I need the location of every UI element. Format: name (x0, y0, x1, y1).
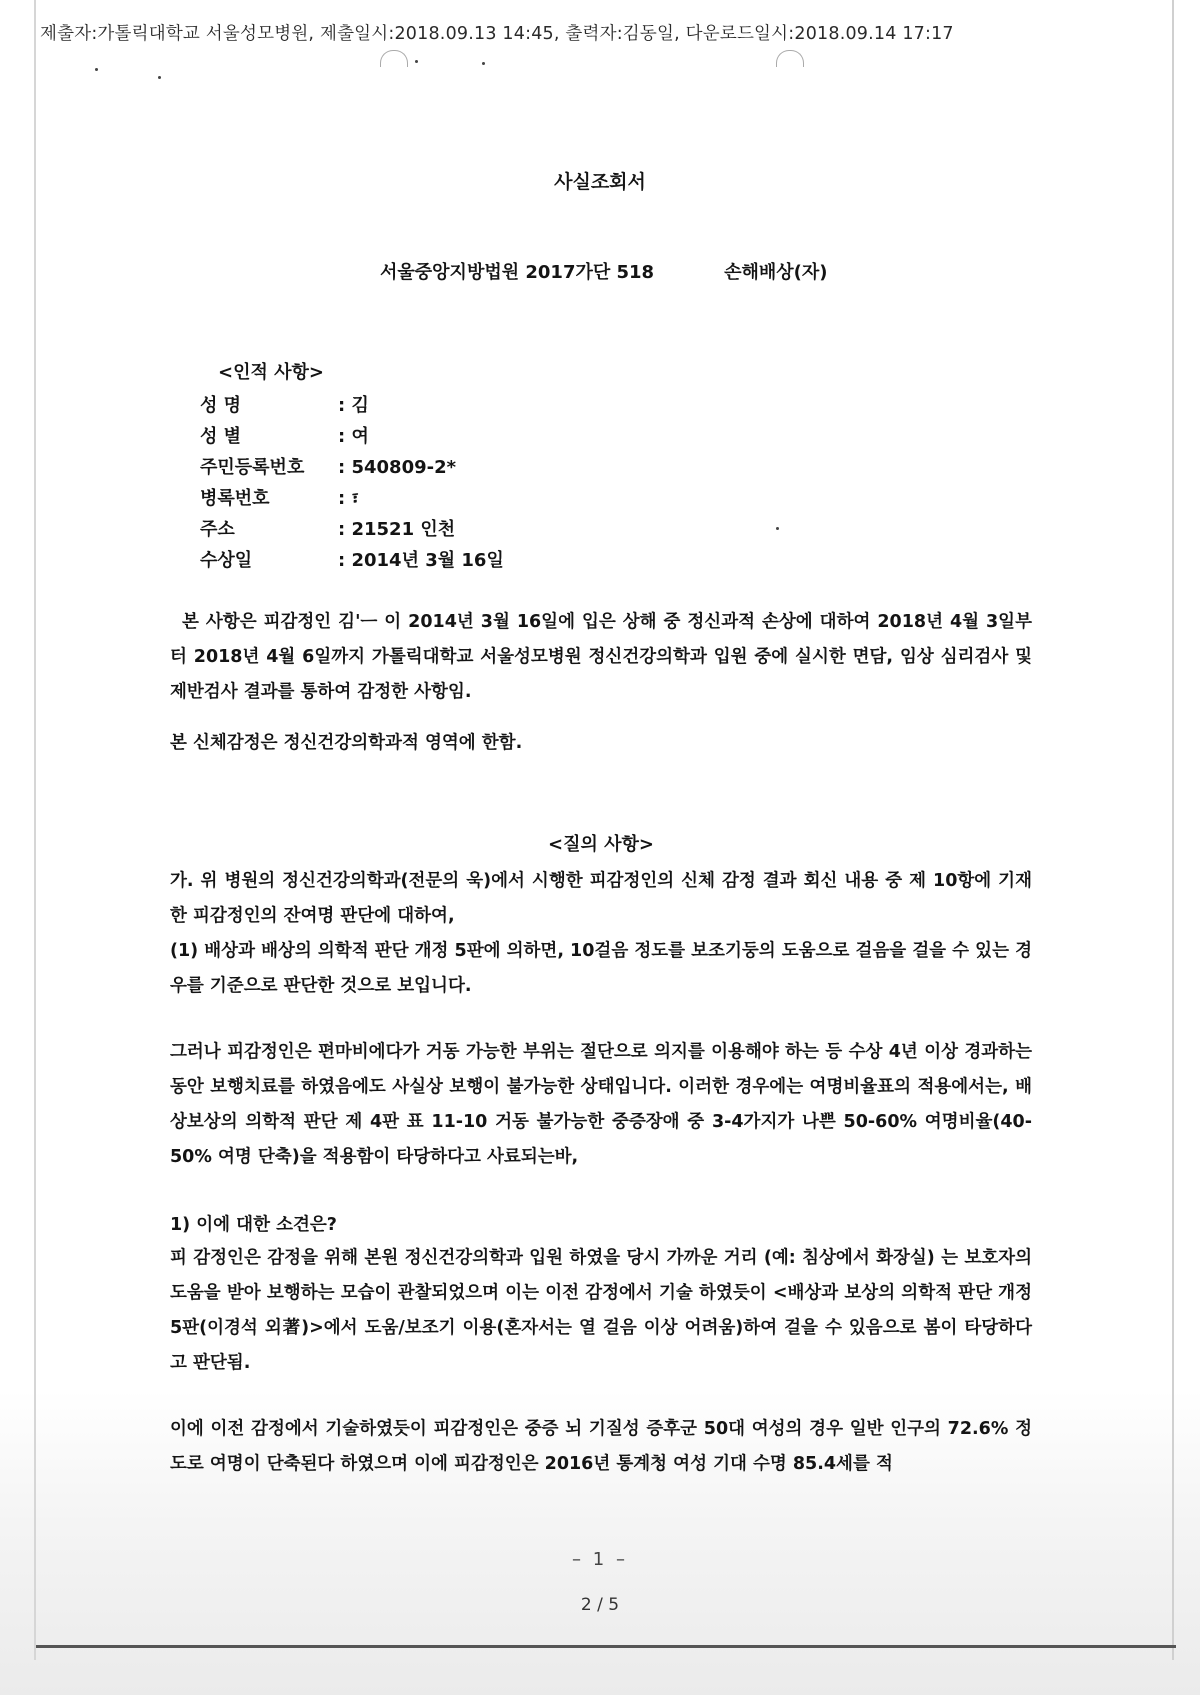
info-label: 성 명 (200, 395, 242, 416)
scan-edge-bottom (36, 1645, 1176, 1648)
question-1: 1) 이에 대한 소견은? (170, 1215, 337, 1235)
punch-hole-mark (776, 50, 804, 67)
case-type: 손해배상(자) (724, 262, 828, 283)
page-number: – 1 – (572, 1549, 628, 1570)
info-row-injury-date (200, 546, 504, 572)
info-value: : 여 (338, 426, 369, 447)
answer-paragraph-1: 피 감정인은 감정을 위해 본원 정신건강의학과 입원 하였을 당시 가까운 거리 (예: 침상에서 화장실) 는 보호자의 도움을 받아 보행하는 모습이 관찰되었으며 이는 이전 감정에서 기술 하였듯이 <배상과 보상의 의학적 판단 개정 5판(이경석 외著)>에서 도움/보조기 이용(혼자서는 열 걸음 이상 어려움)하여 걸을 수 있음으로 봄이 타당하다고 판단됨. (170, 1248, 1032, 1373)
info-value: : ፣ (338, 488, 359, 509)
personal-info-heading: <인적 사항> (218, 362, 324, 383)
scan-speck (95, 68, 98, 71)
info-value: : 540809-2* (338, 457, 457, 478)
inquiry-heading: <질의 사항> (548, 834, 654, 855)
inquiry-item-ga: 가. 위 병원의 정신건강의학과(전문의 욱)에서 시행한 피감정인의 신체 감정 결과 회신 내용 중 제 10항에 기재한 피감정인의 잔여명 판단에 대하여, (170, 871, 1032, 926)
answer-paragraph-2: 이에 이전 감정에서 기술하였듯이 피감정인은 중증 뇌 기질성 증후군 50대 여성의 경우 일반 인구의 72.6% 정도로 여명이 단축된다 하였으며 이에 피감정인은 2016년 통계청 여성 기대 수명 85.4세를 적 (170, 1419, 1032, 1474)
intro-paragraph: 본 사항은 피감정인 김'ᅳ 이 2014년 3월 16일에 입은 상해 중 정신과적 손상에 대하여 2018년 4월 3일부터 2018년 4월 6일까지 가톨릭대학교 서울성모병원 정신건강의학과 입원 중에 실시한 면담, 임상 심리검사 및 제반검사 결과를 통하여 감정한 사항임. (170, 612, 1032, 702)
info-value: : 김 (338, 395, 369, 416)
submission-header: 제출자:가톨릭대학교 서울성모병원, 제출일시:2018.09.13 14:45, 출력자:김동일, 다운로드일시:2018.09.14 17:17 (40, 24, 954, 44)
info-row-record-number (200, 484, 359, 510)
info-row-name (200, 391, 369, 417)
court-case-number: 서울중앙지방법원 2017가단 518 (380, 262, 655, 283)
inquiry-item-1: (1) 배상과 배상의 의학적 판단 개정 5판에 의하면, 10걸음 정도를 보조기둥의 도움으로 걸음을 걸을 수 있는 경우를 기준으로 판단한 것으로 보입니다. (170, 941, 1032, 996)
scope-statement: 본 신체감정은 정신건강의학과적 영역에 한함. (170, 733, 523, 753)
info-row-resident-id (200, 453, 456, 479)
info-row-sex (200, 422, 369, 448)
punch-hole-mark (380, 50, 408, 67)
info-value: : 21521 인천 (338, 519, 456, 540)
info-row-address (200, 515, 455, 541)
scan-speck (776, 527, 779, 530)
info-label: 주소 (200, 519, 235, 540)
scan-speck (415, 60, 418, 63)
info-label: 병록번호 (200, 488, 270, 509)
scan-speck (482, 62, 485, 65)
info-value: : 2014년 3월 16일 (338, 550, 504, 571)
scan-edge-left (34, 0, 36, 1660)
info-label: 성 별 (200, 426, 242, 447)
page-indicator: 2 / 5 (580, 1595, 620, 1615)
inquiry-paragraph: 그러나 피감정인은 편마비에다가 거동 가능한 부위는 절단으로 의지를 이용해야 하는 등 수상 4년 이상 경과하는 동안 보행치료를 하였음에도 사실상 보행이 불가능한 상태입니다. 이러한 경우에는 여명비율표의 적용에서는, 배상보상의 의학적 판단 제 4판 표 11-10 거동 불가능한 중증장애 중 3-4가지가 나쁜 50-60% 여명비율(40-50% 여명 단축)을 적용함이 타당하다고 사료되는바, (170, 1042, 1032, 1167)
info-label: 주민등록번호 (200, 457, 305, 478)
info-label: 수상일 (200, 550, 253, 571)
case-line (380, 258, 828, 284)
scan-speck (158, 76, 161, 79)
document-title: 사실조회서 (554, 171, 646, 193)
scan-edge-right (1172, 0, 1174, 1660)
